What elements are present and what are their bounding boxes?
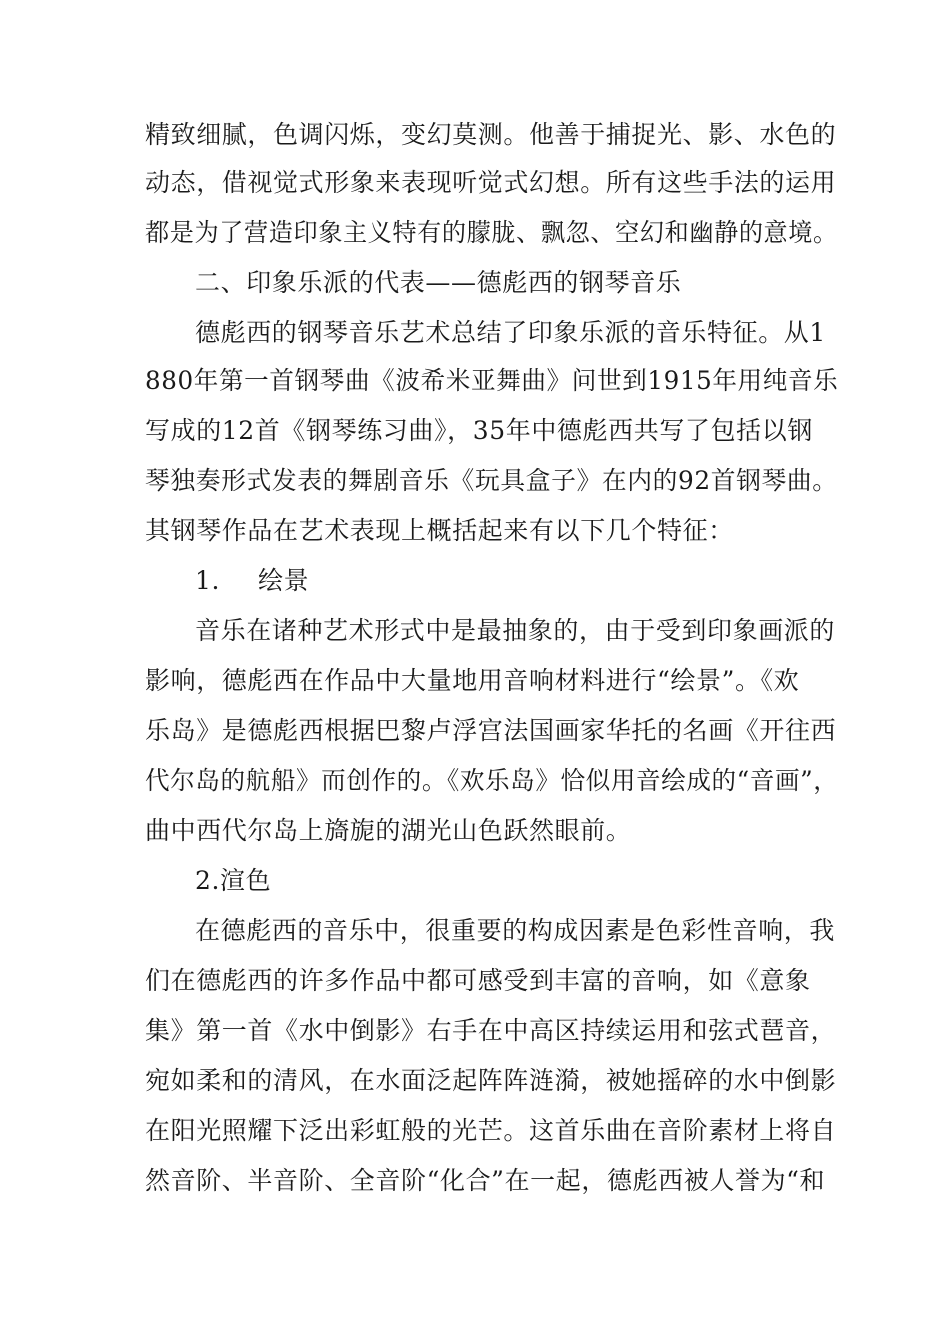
paragraph-line: 乐岛》是德彪西根据巴黎卢浮宫法国画家华托的名画《开往西 [145,716,837,745]
paragraph-line: 精致细腻，色调闪烁，变幻莫测。他善于捕捉光、影、水色的 [145,120,837,149]
paragraph-line: 琴独奏形式发表的舞剧音乐《玩具盒子》在内的92首钢琴曲。 [145,466,838,495]
paragraph-line: 代尔岛的航船》而创作的。《欢乐岛》恰似用音绘成的“音画”， [145,766,839,795]
paragraph-line: 音乐在诸种艺术形式中是最抽象的，由于受到印象画派的 [195,616,836,645]
list-heading-text: 绘景 [258,566,310,595]
section-heading: 二、印象乐派的代表——德彪西的钢琴音乐 [195,268,682,297]
paragraph-line: 在德彪西的音乐中，很重要的构成因素是色彩性音响，我 [195,916,836,945]
paragraph-line: 写成的12首《钢琴练习曲》，35年中德彪西共写了包括以钢 [145,416,813,445]
paragraph-line: 880年第一首钢琴曲《波希米亚舞曲》问世到1915年用纯音乐 [145,366,839,395]
paragraph-line: 然音阶、半音阶、全音阶“化合”在一起，德彪西被人誉为“和 [145,1166,826,1195]
list-marker: 1. [195,566,221,595]
paragraph-line: 动态，借视觉式形象来表现听觉式幻想。所有这些手法的运用 [145,168,837,197]
paragraph-line: 德彪西的钢琴音乐艺术总结了印象乐派的音乐特征。从1 [195,318,826,347]
paragraph-line: 都是为了营造印象主义特有的朦胧、飘忽、空幻和幽静的意境。 [145,218,838,247]
paragraph-line: 其钢琴作品在艺术表现上概括起来有以下几个特征： [145,516,734,545]
paragraph-line: 影响，德彪西在作品中大量地用音响材料进行“绘景”。《欢 [145,666,800,695]
paragraph-line: 曲中西代尔岛上旖旎的湖光山色跃然眼前。 [145,816,632,845]
paragraph-line: 们在德彪西的许多作品中都可感受到丰富的音响，如《意象 [145,966,811,995]
paragraph-line: 在阳光照耀下泛出彩虹般的光芒。这首乐曲在音阶素材上将自 [145,1116,837,1145]
list-heading-1 [195,566,309,596]
list-heading-2: 2.渲色 [195,866,272,895]
paragraph-line: 宛如柔和的清风，在水面泛起阵阵涟漪，被她摇碎的水中倒影 [145,1066,837,1095]
paragraph-line: 集》第一首《水中倒影》右手在中高区持续运用和弦式琶音， [145,1016,837,1045]
